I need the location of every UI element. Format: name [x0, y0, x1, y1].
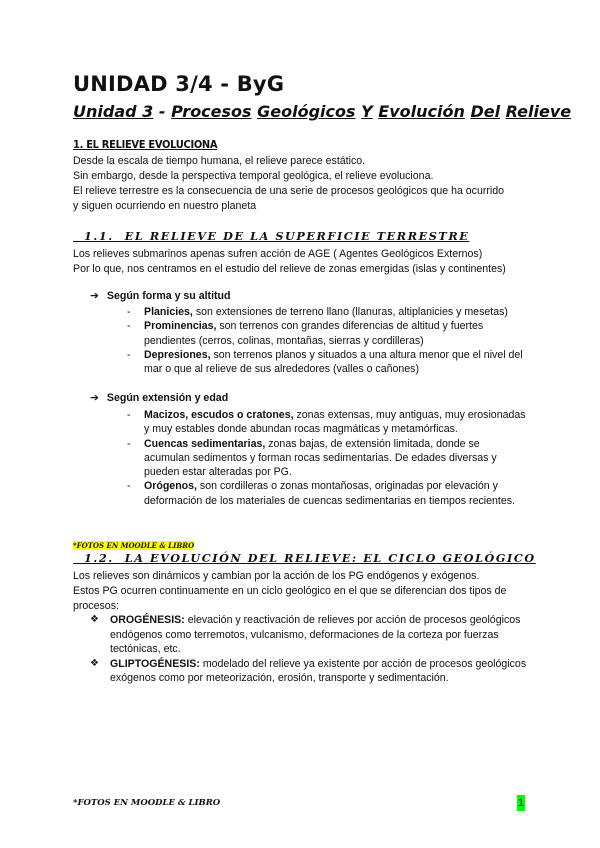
list-item — [127, 305, 527, 319]
list-item-term: OROGÉNESIS: — [110, 614, 185, 626]
subtitle-word: Geológicos — [257, 102, 356, 121]
diamond-bullet-icon: ❖ — [90, 657, 99, 669]
section-1-1-paragraph — [73, 247, 506, 277]
list-item — [90, 613, 530, 657]
list-item — [127, 408, 527, 437]
subtitle-word: Evolución — [378, 102, 465, 121]
page-title: UNIDAD 3/4 - ByG — [73, 72, 285, 96]
list-item — [127, 348, 527, 377]
subtitle-word: Del — [470, 102, 501, 121]
list-item-text: son extensiones de terreno llano (llanuras, altiplanicies y mesetas) — [192, 306, 508, 318]
list-item — [90, 657, 530, 686]
list-item-text: elevación y reactivación de relieves por acción de procesos geológicos endógenos como terremotos, vulcanismo, deformaciones de la corteza por fuerzas tectónicas, etc. — [110, 614, 521, 655]
list-item-text: son cordilleras o zonas montañosas, originadas por elevación y deformación de los materiales de cuencas sedimentarias en tiempos recientes. — [144, 480, 515, 507]
subtitle-word: Relieve — [505, 102, 572, 121]
list-item-text: son terrenos con grandes diferencias de altitud y fuertes pendientes (cerros, colinas, montañas, sierras y cordilleras) — [144, 320, 484, 347]
list-item-term: Orógenos, — [144, 480, 197, 493]
subtitle-word: Y — [361, 102, 373, 121]
list-item-text: modelado del relieve ya existente por acción de procesos geológicos exógenos como por meteorización, erosión, transporte y sedimentación. — [110, 657, 527, 684]
group-label: Según forma y su altitud — [106, 290, 231, 302]
group-heading-extension — [90, 392, 228, 404]
list-item — [127, 319, 527, 348]
list-item-text: zonas bajas, de extensión limitada, donde se acumulan sedimentos y forman rocas sedimentarias. De edades diversas y pueden estar alteradas por PG. — [144, 437, 497, 479]
geological-processes-list — [90, 613, 530, 686]
text-line: El relieve terrestre es la consecuencia de una serie de procesos geológicos que ha ocurrido — [73, 185, 505, 197]
group-label: Según extensión y edad — [106, 392, 229, 404]
section-1-heading: 1. EL RELIEVE EVOLUCIONA — [73, 138, 218, 151]
footer-note: *FOTOS EN MOODLE & LIBRO — [73, 798, 221, 808]
list-item-term: Macizos, escudos o cratones, — [144, 409, 294, 421]
arrow-right-icon: ➔ — [90, 290, 99, 302]
list-item-text: son terrenos planos y situados a una altura menor que el nivel del mar o que al relieve de sus alrededores (valles o cañones) — [144, 348, 523, 376]
text-line: Sin embargo, desde la perspectiva temporal geológica, el relieve evoluciona. — [73, 170, 434, 182]
list-item-term: Prominencias, — [144, 320, 217, 333]
list-item-term: Depresiones, — [144, 348, 211, 361]
diamond-bullet-icon: ❖ — [90, 614, 99, 625]
text-line: Los relieves son dinámicos y cambian por la acción de los PG endógenos y exógenos. — [73, 570, 480, 582]
list-item-term: GLIPTOGÉNESIS: — [110, 657, 200, 670]
page-number: 1 — [518, 797, 525, 809]
relief-extension-list — [127, 408, 527, 508]
list-item — [127, 479, 527, 508]
subtitle-unit: Unidad 3 — [73, 102, 154, 121]
list-item — [127, 437, 527, 480]
list-item-term: Cuencas sedimentarias, — [144, 437, 266, 450]
section-1-1-heading: 1.1. EL RELIEVE DE LA SUPERFICIE TERRESTRE — [73, 229, 470, 243]
text-line: Estos PG ocurren continuamente en un ciclo geológico en el que se diferencian dos tipos de — [73, 585, 507, 597]
relief-forma-list — [127, 305, 527, 376]
group-heading-forma — [90, 290, 231, 302]
text-line: Los relieves submarinos apenas sufren acción de AGE ( Agentes Geológicos Externos) — [73, 248, 483, 260]
list-item-text: zonas extensas, muy antiguas, muy erosionadas y muy estables donde abundan rocas magmáticas y metamórficas. — [144, 409, 526, 436]
section-1-2-paragraph — [73, 569, 506, 614]
subtitle-separator: - — [153, 102, 172, 121]
text-line: y siguen ocurriendo en nuestro planeta — [73, 200, 257, 212]
photos-note-highlight: *FOTOS EN MOODLE & LIBRO — [73, 541, 195, 550]
text-line: Desde la escala de tiempo humana, el relieve parece estático. — [73, 155, 366, 167]
text-line: procesos: — [73, 600, 119, 612]
list-item-term: Planicies, — [144, 306, 193, 318]
subtitle-word: Procesos — [171, 102, 252, 121]
text-line: Por lo que, nos centramos en el estudio del relieve de zonas emergidas (islas y continentes) — [73, 263, 506, 275]
page-subtitle — [73, 102, 571, 121]
section-1-paragraph — [73, 154, 504, 214]
photos-note — [73, 539, 194, 551]
section-1-2-heading: 1.2. LA EVOLUCIÓN DEL RELIEVE: EL CICLO GEOLÓGICO — [73, 551, 536, 565]
arrow-right-icon: ➔ — [90, 392, 99, 404]
